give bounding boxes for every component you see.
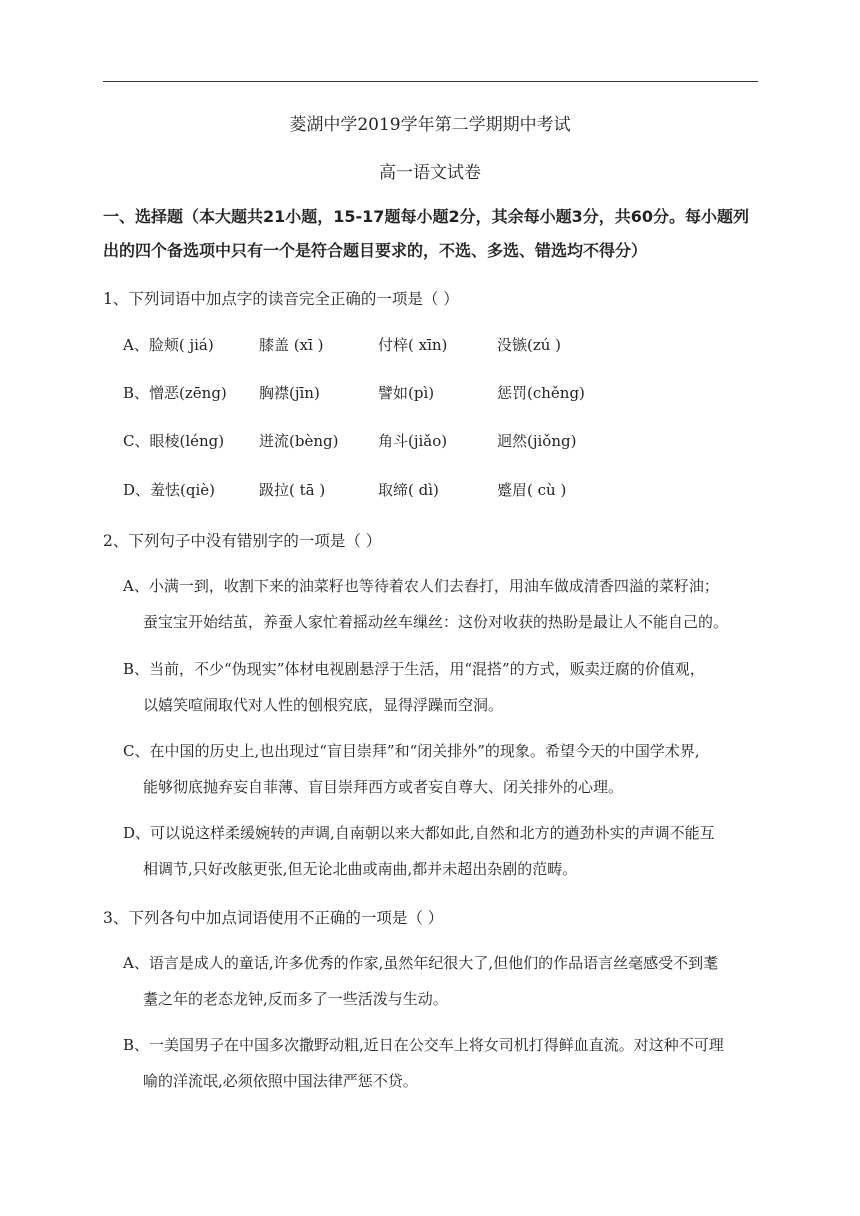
q1-d-word-3: 取缔( dì) [378, 481, 439, 499]
q2-option-d [123, 815, 763, 887]
q3-option-a [123, 945, 763, 1017]
q1-b-word-3: 譬如(pì) [378, 384, 435, 402]
q1-c-word-1: C、眼棱(léng) [123, 432, 225, 450]
q1-a-word-4: 没镞(zú ) [497, 336, 562, 354]
q1-d-word-4: 蹙眉( cù ) [497, 481, 567, 499]
q1-a-word-3: 付梓( xīn) [378, 336, 448, 354]
q1-a-word-2: 膝盖 (xī ) [259, 336, 324, 354]
q2-c-line-1: C、在中国的历史上,也出现过“盲目崇拜”和“闭关排外”的现象。希望今天的中国学术界, [123, 742, 700, 760]
exam-subtitle: 高一语文试卷 [379, 163, 481, 183]
q2-d-line-1: D、可以说这样柔缓婉转的声调,自南朝以来大都如此,自然和北方的遒劲朴实的声调不能互 [123, 824, 715, 842]
section-line-2: 出的四个备选项中只有一个是符合题目要求的，不选、多选、错选均不得分） [103, 241, 648, 260]
q1-b-word-4: 惩罚(chěng) [497, 384, 585, 402]
header-rule [103, 81, 758, 82]
q2-b-line-2: 以嬉笑喧闹取代对人性的刨根究底，显得浮躁而空洞。 [143, 696, 504, 714]
q1-c-word-3: 角斗(jiǎo) [378, 432, 448, 450]
q1-c-word-4: 迥然(jiǒng) [497, 432, 577, 450]
q3-a-line-2: 耋之年的老态龙钟,反而多了一些活泼与生动。 [143, 990, 448, 1008]
question-2-stem: 2、下列句子中没有错别字的一项是（ ） [103, 532, 382, 550]
q2-d-line-2: 相调节,只好改舷更张,但无论北曲或南曲,都并未超出杂剧的范畴。 [143, 860, 578, 878]
section-line-1: 一、选择题（本大题共21小题，15-17题每小题2分，其余每小题3分，共60分。每小题列 [103, 207, 749, 226]
q3-option-b [123, 1027, 763, 1099]
q2-c-line-2: 能够彻底抛弃妄自菲薄、盲目崇拜西方或者妄自尊大、闭关排外的心理。 [143, 778, 624, 796]
q2-option-a [123, 568, 763, 640]
q1-c-word-2: 迸流(bèng) [259, 432, 339, 450]
q3-a-line-1: A、语言是成人的童话,许多优秀的作家,虽然年纪很大了,但他们的作品语言丝毫感受不到耄 [123, 954, 719, 972]
q2-a-line-1: A、小满一到，收割下来的油菜籽也等待着农人们去舂打，用油车做成清香四溢的菜籽油； [123, 577, 719, 595]
q1-a-word-1: A、脸颊( jiá) [123, 336, 214, 354]
q2-b-line-1: B、当前，不少“伪现实”体材电视剧悬浮于生活，用“混搭”的方式，贩卖迂腐的价值观， [123, 660, 705, 678]
q2-option-b [123, 651, 763, 723]
q1-b-word-1: B、憎恶(zēng) [123, 384, 227, 402]
section-heading [103, 200, 763, 268]
q3-b-line-2: 喻的洋流氓,必须依照中国法律严惩不贷。 [143, 1072, 418, 1090]
exam-title: 菱湖中学2019学年第二学期期中考试 [289, 115, 571, 135]
q1-d-word-1: D、羞怯(qiè) [123, 481, 216, 499]
q1-b-word-2: 胸襟(jīn) [259, 384, 320, 402]
question-3-stem: 3、下列各句中加点词语使用不正确的一项是（ ） [103, 909, 444, 927]
q2-a-line-2: 蚕宝宝开始结茧，养蚕人家忙着摇动丝车缫丝：这份对收获的热盼是最让人不能自己的。 [143, 613, 729, 631]
question-1-stem: 1、下列词语中加点字的读音完全正确的一项是（ ） [103, 290, 459, 308]
q2-option-c [123, 733, 763, 805]
q1-d-word-2: 趿拉( tā ) [259, 481, 326, 499]
q3-b-line-1: B、一美国男子在中国多次撒野动粗,近日在公交车上将女司机打得鲜血直流。对这种不可理 [123, 1036, 724, 1054]
